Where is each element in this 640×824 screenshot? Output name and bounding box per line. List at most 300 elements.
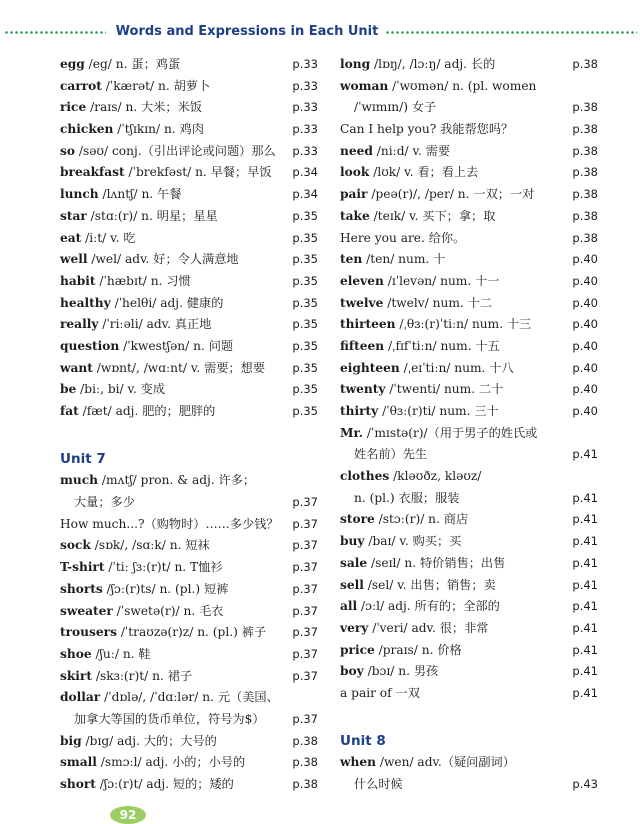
page-reference: p.37 xyxy=(292,495,318,510)
page-reference: p.37 xyxy=(292,538,318,553)
vocab-entry xyxy=(340,683,598,705)
vocab-entry xyxy=(60,249,318,271)
page-reference: p.41 xyxy=(572,534,598,549)
headword: when xyxy=(340,755,376,770)
page-reference: p.35 xyxy=(292,295,318,310)
right-column xyxy=(340,54,598,796)
entry-text xyxy=(340,54,495,76)
vocab-entry xyxy=(60,184,318,206)
page-reference: p.37 xyxy=(292,516,318,531)
headword: store xyxy=(340,512,375,527)
definition: /teɪk/ v. 买下；拿；取 xyxy=(369,208,496,223)
entry-text xyxy=(60,579,228,601)
page-reference: p.33 xyxy=(292,100,318,115)
entry-text xyxy=(74,709,265,731)
headword: habit xyxy=(60,273,96,288)
entry-text xyxy=(60,687,279,709)
entry-text xyxy=(340,596,500,618)
headword: lunch xyxy=(60,187,99,202)
definition: /ˈdɒlə/, /ˈdɑːlər/ n. 元（美国、 xyxy=(100,690,279,705)
definition: /fæt/ adj. 肥的；肥胖的 xyxy=(78,404,216,418)
definition: /wen/ adv.（疑问副词） xyxy=(375,755,515,770)
definition: /eg/ n. 蛋；鸡蛋 xyxy=(84,57,181,71)
entry-text xyxy=(340,314,531,336)
page-reference: p.40 xyxy=(572,338,598,353)
entry-text xyxy=(340,618,488,640)
entry-text xyxy=(340,358,514,380)
definition: /seɪl/ n. 特价销售；出售 xyxy=(367,555,506,570)
headword: trousers xyxy=(60,625,117,640)
entry-text xyxy=(60,666,192,688)
vocab-entry xyxy=(340,553,598,575)
vocab-entry xyxy=(340,162,598,184)
headword: look xyxy=(340,165,370,180)
definition: /stɔː(r)/ n. 商店 xyxy=(374,512,469,527)
definition: /iːt/ v. 吃 xyxy=(81,230,136,245)
vocab-entry xyxy=(60,535,318,557)
headword: eighteen xyxy=(340,360,400,375)
vocab-entry xyxy=(340,228,598,250)
entry-text xyxy=(60,601,223,623)
vocab-entry xyxy=(60,336,318,358)
definition: /ˈveri/ adv. 很；非常 xyxy=(368,620,489,635)
definition: /ˈtʃɪkɪn/ n. 鸡肉 xyxy=(113,122,204,137)
vocab-entry xyxy=(60,401,318,423)
vocab-entry xyxy=(60,293,318,315)
entry-text xyxy=(60,774,234,796)
vocab-entry xyxy=(340,97,598,119)
vocab-entry xyxy=(60,379,318,401)
page-reference: p.41 xyxy=(572,620,598,635)
vocab-entry xyxy=(340,618,598,640)
page-reference: p.38 xyxy=(572,122,598,137)
definition: 什么时候 xyxy=(354,777,403,791)
section-gap xyxy=(60,423,318,445)
vocab-entry xyxy=(60,557,318,579)
vocab-entry xyxy=(60,752,318,774)
definition: /ˈkærət/ n. 胡萝卜 xyxy=(101,78,211,93)
definition: /peə(r)/, /per/ n. 一双；一对 xyxy=(367,187,535,202)
vocab-entry xyxy=(340,293,598,315)
definition: /sɒk/, /sɑːk/ n. 短袜 xyxy=(90,538,210,553)
definition: 大量；多少 xyxy=(74,495,135,510)
entry-text xyxy=(60,249,239,271)
headword: twenty xyxy=(340,382,386,397)
definition: /ɪˈlevən/ num. 十一 xyxy=(383,273,500,288)
entry-text xyxy=(60,97,202,119)
definition: /ˈswetə(r)/ n. 毛衣 xyxy=(112,603,224,618)
entry-text xyxy=(340,575,496,597)
page-reference: p.38 xyxy=(572,57,598,71)
vocab-entry xyxy=(340,358,598,380)
page-reference: p.34 xyxy=(292,187,318,202)
vocab-entry xyxy=(340,661,598,683)
entry-text xyxy=(60,622,266,644)
page-reference: p.35 xyxy=(292,208,318,223)
headword: long xyxy=(340,57,371,71)
headword: price xyxy=(340,642,375,657)
entry-text xyxy=(340,271,500,293)
headword: want xyxy=(60,360,93,375)
page-reference: p.38 xyxy=(292,755,318,770)
page-reference: p.33 xyxy=(292,143,318,158)
headword: Mr. xyxy=(340,425,364,440)
headword: sell xyxy=(340,577,364,592)
definition: /smɔːl/ adj. 小的；小号的 xyxy=(96,755,246,770)
vocab-entry xyxy=(340,249,598,271)
page-number: 92 xyxy=(110,806,146,824)
vocab-entry xyxy=(60,54,318,76)
definition: /ʃɔː(r)ts/ n. (pl.) 短裤 xyxy=(102,581,229,596)
headword: thirteen xyxy=(340,317,396,332)
headword: small xyxy=(60,755,97,770)
definition: /ʃɔː(r)t/ adj. 短的；矮的 xyxy=(95,777,234,791)
page-reference: p.40 xyxy=(572,360,598,375)
page-reference: p.33 xyxy=(292,57,318,71)
entry-text xyxy=(60,379,165,401)
headword: chicken xyxy=(60,122,114,137)
entry-text xyxy=(340,228,465,250)
definition: /lɒŋ/, /lɔːŋ/ adj. 长的 xyxy=(370,57,496,71)
definition: /biː, bi/ v. 变成 xyxy=(76,382,166,397)
headword: so xyxy=(60,143,75,158)
entry-text xyxy=(354,774,403,796)
entry-text xyxy=(60,557,223,579)
entry-text xyxy=(340,683,420,705)
entry-text xyxy=(60,184,181,206)
definition: /lʌntʃ/ n. 午餐 xyxy=(98,187,182,202)
page-reference: p.40 xyxy=(572,295,598,310)
entry-text xyxy=(60,119,204,141)
headword: eleven xyxy=(340,273,384,288)
headword: healthy xyxy=(60,295,111,310)
page-reference: p.35 xyxy=(292,338,318,353)
page-reference: p.37 xyxy=(292,560,318,575)
page-reference: p.37 xyxy=(292,646,318,661)
vocab-entry xyxy=(340,531,598,553)
entry-text xyxy=(60,470,255,492)
definition: /ˈwʊmən/ n. (pl. women xyxy=(388,78,537,93)
vocab-entry xyxy=(60,687,318,709)
page-reference: p.37 xyxy=(292,668,318,683)
vocab-entry xyxy=(340,184,598,206)
page-reference: p.40 xyxy=(572,404,598,418)
entry-text xyxy=(60,336,233,358)
entry-text xyxy=(60,535,210,557)
page-reference: p.41 xyxy=(572,577,598,592)
page-reference: p.35 xyxy=(292,252,318,267)
entry-text xyxy=(60,293,223,315)
headword: very xyxy=(340,620,369,635)
definition: /baɪ/ v. 购买；买 xyxy=(364,534,462,549)
page-reference: p.35 xyxy=(292,273,318,288)
entry-text xyxy=(340,531,461,553)
vocab-entry xyxy=(340,271,598,293)
entry-text xyxy=(340,249,445,271)
page-reference: p.38 xyxy=(572,230,598,245)
definition: /ˈbrekfəst/ n. 早餐；早饭 xyxy=(124,165,272,180)
vocab-entry xyxy=(340,444,598,466)
headword: fat xyxy=(60,404,79,418)
vocab-entry xyxy=(60,622,318,644)
entry-text xyxy=(340,752,515,774)
entry-text xyxy=(60,54,180,76)
definition: /skɜː(r)t/ n. 裙子 xyxy=(92,668,193,683)
page-reference: p.40 xyxy=(572,252,598,267)
vocab-entry xyxy=(340,206,598,228)
page-reference: p.35 xyxy=(292,230,318,245)
headword: take xyxy=(340,208,370,223)
vocab-entry xyxy=(60,579,318,601)
headword: fifteen xyxy=(340,338,385,353)
headword: sweater xyxy=(60,603,113,618)
headword: breakfast xyxy=(60,165,125,180)
vocab-entry xyxy=(60,666,318,688)
vocab-entry xyxy=(340,488,598,510)
vocab-entry xyxy=(340,774,598,796)
definition: /ˈmɪstə(r)/（用于男子的姓氏或 xyxy=(363,425,538,440)
vocab-entry xyxy=(340,141,598,163)
headword: all xyxy=(340,599,358,614)
entry-text xyxy=(340,423,537,445)
headword: be xyxy=(60,382,77,397)
page-reference: p.41 xyxy=(572,447,598,462)
definition: /ˈtiː ʃɜː(r)t/ n. T恤衫 xyxy=(104,560,223,575)
headword: well xyxy=(60,252,88,267)
entry-text xyxy=(354,444,427,466)
page-reference: p.38 xyxy=(292,777,318,791)
headword: dollar xyxy=(60,690,101,705)
entry-text xyxy=(60,358,265,380)
definition: /stɑː(r)/ n. 明星；星星 xyxy=(86,208,218,223)
definition: /lʊk/ v. 看；看上去 xyxy=(369,165,479,180)
page-reference: p.41 xyxy=(572,512,598,527)
entry-text xyxy=(60,162,272,184)
vocab-entry xyxy=(340,752,598,774)
vocab-entry xyxy=(60,314,318,336)
headword: eat xyxy=(60,230,82,245)
definition: /niːd/ v. 需要 xyxy=(372,143,451,158)
vocab-entry xyxy=(340,401,598,423)
headword: short xyxy=(60,777,96,791)
headword: shoe xyxy=(60,646,92,661)
headword: ten xyxy=(340,252,363,267)
headword: need xyxy=(340,143,373,158)
definition: /ˈtraʊzə(r)z/ n. (pl.) 裤子 xyxy=(116,625,267,640)
page-reference: p.41 xyxy=(572,664,598,679)
entry-text xyxy=(340,401,499,423)
entry-text xyxy=(340,661,438,683)
vocab-entry xyxy=(60,97,318,119)
page-reference: p.35 xyxy=(292,317,318,332)
page-reference: p.38 xyxy=(572,165,598,180)
decorative-dots-right xyxy=(385,31,637,34)
left-column xyxy=(60,54,318,796)
headword: shorts xyxy=(60,581,103,596)
vocab-entry xyxy=(60,358,318,380)
headword: buy xyxy=(340,534,365,549)
decorative-dots-left xyxy=(4,31,106,34)
entry-text xyxy=(60,401,215,423)
entry-text xyxy=(60,271,191,293)
page-reference: p.37 xyxy=(292,625,318,640)
page-reference: p.40 xyxy=(572,317,598,332)
page-reference: p.38 xyxy=(572,143,598,158)
headword: star xyxy=(60,208,87,223)
page-reference: p.37 xyxy=(292,711,318,726)
definition: n. (pl.) 衣服；服装 xyxy=(354,490,460,505)
headword: thirty xyxy=(340,404,379,418)
definition: /sel/ v. 出售；销售；卖 xyxy=(363,577,496,592)
headword: pair xyxy=(340,187,368,202)
page-reference: p.35 xyxy=(292,404,318,418)
vocab-entry xyxy=(60,492,318,514)
vocab-entry xyxy=(60,76,318,98)
headword: twelve xyxy=(340,295,384,310)
headword: T-shirt xyxy=(60,560,105,575)
entry-text xyxy=(60,752,245,774)
headword: question xyxy=(60,338,120,353)
definition: /bɪg/ adj. 大的；大号的 xyxy=(81,733,217,748)
vocab-entry xyxy=(340,119,598,141)
vocab-entry xyxy=(340,76,598,98)
vocab-entry xyxy=(60,774,318,796)
entry-text xyxy=(340,509,468,531)
entry-text xyxy=(340,640,462,662)
definition: /ɔːl/ adj. 所有的；全部的 xyxy=(357,599,500,614)
definition: /ˈkwestʃən/ n. 问题 xyxy=(119,338,234,353)
page-reference: p.38 xyxy=(572,187,598,202)
definition: /kləʊðz, kləʊz/ xyxy=(389,469,482,484)
page-reference: p.37 xyxy=(292,603,318,618)
headword: woman xyxy=(340,78,389,93)
definition: /ˌeɪˈtiːn/ num. 十八 xyxy=(399,360,514,375)
vocab-entry xyxy=(60,514,318,536)
entry-text xyxy=(354,488,460,510)
definition: /ˈwɪmɪn/) 女子 xyxy=(354,100,437,115)
definition: Here you are. 给你。 xyxy=(340,230,466,245)
entry-text xyxy=(340,336,500,358)
vocab-entry xyxy=(60,601,318,623)
page-reference: p.41 xyxy=(572,685,598,700)
page-header xyxy=(0,22,640,44)
vocab-entry xyxy=(60,119,318,141)
headword: clothes xyxy=(340,469,390,484)
vocab-entry xyxy=(60,141,318,163)
section-gap xyxy=(340,705,598,727)
page-reference: p.41 xyxy=(572,599,598,614)
page-reference: p.41 xyxy=(572,555,598,570)
entry-text xyxy=(340,141,450,163)
headword: egg xyxy=(60,57,85,71)
page-reference: p.40 xyxy=(572,273,598,288)
headword: boy xyxy=(340,664,364,679)
page-reference: p.43 xyxy=(572,777,598,791)
vocab-entry xyxy=(340,466,598,488)
entry-text xyxy=(340,184,534,206)
definition: Can I help you? 我能帮您吗？ xyxy=(340,122,514,137)
page-reference: p.40 xyxy=(572,382,598,397)
page-reference: p.33 xyxy=(292,122,318,137)
vocab-entry xyxy=(340,640,598,662)
entry-text xyxy=(60,228,136,250)
entry-text xyxy=(60,644,151,666)
vocab-entry xyxy=(60,228,318,250)
entry-text xyxy=(60,314,211,336)
entry-text xyxy=(60,731,217,753)
definition: /ten/ num. 十 xyxy=(362,252,446,267)
vocab-entry xyxy=(60,731,318,753)
vocab-entry xyxy=(60,470,318,492)
definition: /ˌfɪfˈtiːn/ num. 十五 xyxy=(384,338,500,353)
page-reference: p.41 xyxy=(572,642,598,657)
definition: /ˈriːəli/ adv. 真正地 xyxy=(98,317,212,332)
entry-text xyxy=(340,466,481,488)
vocab-entry xyxy=(60,162,318,184)
definition: /wɒnt/, /wɑːnt/ v. 需要；想要 xyxy=(92,360,266,375)
headword: sock xyxy=(60,538,91,553)
vocab-entry xyxy=(340,54,598,76)
page-reference: p.38 xyxy=(572,208,598,223)
vocab-entry xyxy=(340,314,598,336)
page-reference: p.35 xyxy=(292,360,318,375)
page-reference: p.37 xyxy=(292,581,318,596)
entry-text xyxy=(60,514,279,536)
definition: /mʌtʃ/ pron. & adj. 许多； xyxy=(98,473,256,488)
entry-text xyxy=(60,206,218,228)
unit-heading: Unit 8 xyxy=(340,733,386,750)
entry-text xyxy=(340,553,505,575)
headword: skirt xyxy=(60,668,92,683)
headword: much xyxy=(60,473,99,488)
page-reference: p.35 xyxy=(292,382,318,397)
page-reference: p.41 xyxy=(572,490,598,505)
entry-text xyxy=(354,97,436,119)
definition: How much...?（购物时）……多少钱？ xyxy=(60,516,279,531)
page-reference: p.33 xyxy=(292,78,318,93)
definition: a pair of 一双 xyxy=(340,685,420,700)
definition: /ˈθɜː(r)ti/ num. 三十 xyxy=(378,404,499,418)
definition: /səʊ/ conj.（引出评论或问题）那么 xyxy=(75,143,276,158)
definition: /raɪs/ n. 大米；米饭 xyxy=(86,100,202,115)
definition: /ˈhæbɪt/ n. 习惯 xyxy=(95,273,191,288)
page-reference: p.34 xyxy=(292,165,318,180)
vocab-entry xyxy=(60,271,318,293)
headword: big xyxy=(60,733,82,748)
page-title: Words and Expressions in Each Unit xyxy=(115,24,379,39)
definition: 加拿大等国的货币单位，符号为$） xyxy=(74,711,265,726)
vocab-entry xyxy=(340,596,598,618)
vocab-entry xyxy=(60,206,318,228)
definition: /ˌθɜː(r)ˈtiːn/ num. 十三 xyxy=(395,317,532,332)
page-reference: p.38 xyxy=(292,733,318,748)
vocab-entry xyxy=(340,379,598,401)
definition: /praɪs/ n. 价格 xyxy=(374,642,462,657)
vocab-entry xyxy=(60,709,318,731)
page-reference: p.38 xyxy=(572,100,598,115)
entry-text xyxy=(340,379,503,401)
definition: /ʃuː/ n. 鞋 xyxy=(91,646,151,661)
definition: /ˈhelθi/ adj. 健康的 xyxy=(110,295,224,310)
definition: /twelv/ num. 十二 xyxy=(383,295,493,310)
definition: 姓名前）先生 xyxy=(354,447,428,462)
unit-heading: Unit 7 xyxy=(60,451,106,468)
headword: carrot xyxy=(60,78,102,93)
headword: sale xyxy=(340,555,368,570)
headword: really xyxy=(60,317,99,332)
entry-text xyxy=(340,206,495,228)
definition: /wel/ adv. 好；令人满意地 xyxy=(87,252,239,267)
